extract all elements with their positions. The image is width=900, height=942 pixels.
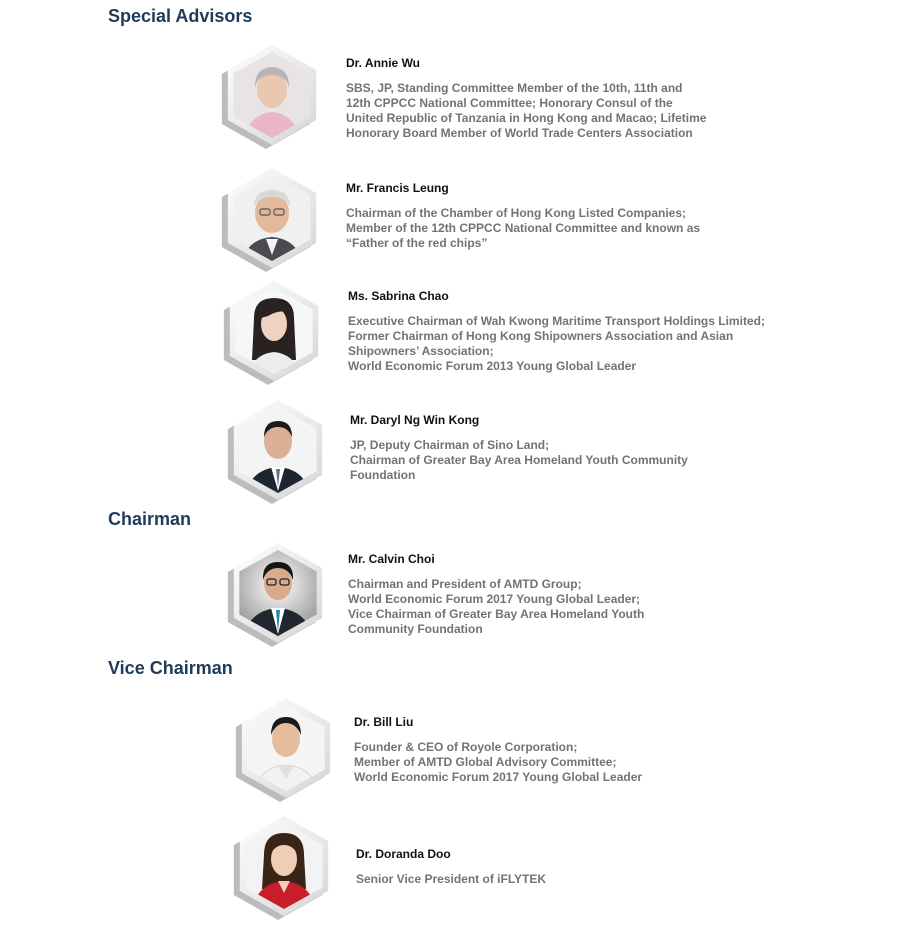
person-description: Senior Vice President of iFLYTEK <box>356 872 547 886</box>
person-name: Ms. Sabrina Chao <box>348 289 449 303</box>
portrait-frame <box>230 543 330 647</box>
person-name: Dr. Bill Liu <box>354 715 414 729</box>
person-name: Dr. Annie Wu <box>346 56 421 70</box>
portrait-frame <box>238 698 338 802</box>
person-name: Dr. Doranda Doo <box>356 847 451 861</box>
portrait-frame <box>230 400 330 504</box>
person-description: SBS, JP, Standing Committee Member of the 10th, 11th and 12th CPPCC National Committee; Honorary Consul of the United Republic of Tanzania in Hong Kong and Macao; Lifetime Honorary Board Member of World Trade Centers Association <box>346 81 707 140</box>
person-description: Chairman and President of AMTD Group; World Economic Forum 2017 Young Global Leader; Vice Chairman of Greater Bay Area Homeland Youth Community Foundation <box>348 577 645 636</box>
person-description: JP, Deputy Chairman of Sino Land; Chairman of Greater Bay Area Homeland Youth Community Foundation <box>350 438 688 482</box>
section-title-special-advisors: Special Advisors <box>108 6 253 26</box>
person-description: Chairman of the Chamber of Hong Kong Listed Companies; Member of the 12th CPPCC National Committee and known as “Father of the red chips” <box>346 206 701 250</box>
portrait-frame <box>236 816 336 920</box>
portrait-frame <box>224 168 324 272</box>
portrait-frame <box>224 45 324 149</box>
person-name: Mr. Daryl Ng Win Kong <box>350 413 480 427</box>
person-name: Mr. Francis Leung <box>346 181 449 195</box>
person-description: Founder & CEO of Royole Corporation; Member of AMTD Global Advisory Committee; World Economic Forum 2017 Young Global Leader <box>354 740 643 784</box>
portrait-frame <box>226 281 326 385</box>
section-title-vice-chairman: Vice Chairman <box>108 658 233 678</box>
section-title-chairman: Chairman <box>108 509 192 529</box>
person-description: Executive Chairman of Wah Kwong Maritime Transport Holdings Limited; Former Chairman of Hong Kong Shipowners Association and Asian Shipowners’ Association; World Economic Forum 2013 Young Global Leader <box>348 314 765 373</box>
person-name: Mr. Calvin Choi <box>348 552 435 566</box>
